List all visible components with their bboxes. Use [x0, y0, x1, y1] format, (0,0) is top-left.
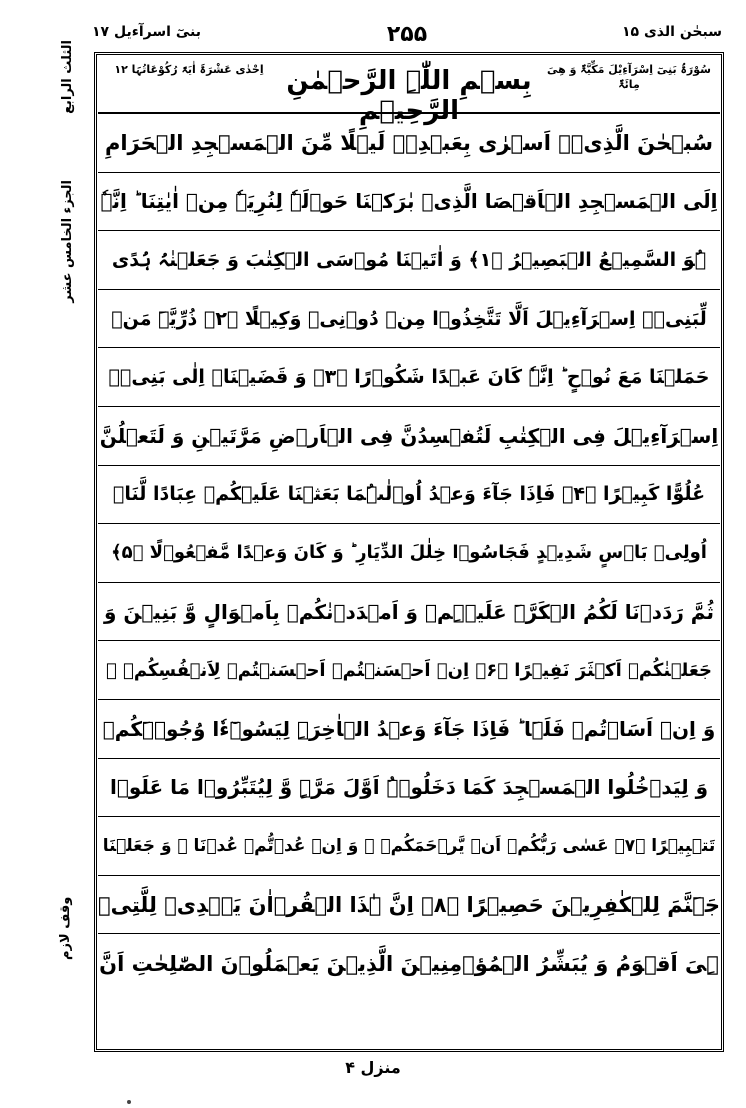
ruku-info: اِحْدٰی عَشْرَۃَ اٰیَۃً رُکُوْعَاتُہَا ۱۲ [114, 63, 264, 76]
verse-line: ہِیَ اَقۡوَمُ وَ یُبَشِّرُ الۡمُؤۡمِنِیۡنَ الَّذِیۡنَ یَعۡمَلُوۡنَ الصّٰلِحٰتِ اَنَّ [99, 951, 719, 976]
margin-note-waqf: وقف لازم [58, 896, 73, 960]
verse-line: وَ لِیَدۡخُلُوا الۡمَسۡجِدَ کَمَا دَخَلُوۡہُ اَوَّلَ مَرَّۃٍ وَّ لِیُتَبِّرُوۡا مَا عَلَوۡا [98, 759, 720, 818]
bismillah: بِسۡمِ اللّٰہِ الرَّحۡمٰنِ الرَّحِیۡمِ [286, 66, 532, 126]
page-header [92, 22, 722, 52]
scan-dot [127, 1100, 131, 1104]
margin-note-quarter: الثلث الرابع [60, 40, 75, 114]
verse-line: حَمَلۡنَا مَعَ نُوۡحٍ ؕ اِنَّہٗ کَانَ عَبۡدًا شَکُوۡرًا ﴿۳﴾ وَ قَضَیۡنَاۤ اِلٰی بَنِیۡۤ [98, 348, 720, 407]
verse-line: جَہَنَّمَ لِلۡکٰفِرِیۡنَ حَصِیۡرًا ﴿۸﴾ اِنَّ ہٰذَا الۡقُرۡاٰنَ یَہۡدِیۡ لِلَّتِیۡ [98, 876, 720, 935]
left-margin [56, 40, 96, 600]
surah-title-band [98, 56, 720, 126]
verse-line: لِّبَنِیۡۤ اِسۡرَآءِیۡلَ اَلَّا تَتَّخِذُوۡا مِنۡ دُوۡنِیۡ وَکِیۡلًا ﴿۲﴾ ذُرِّیَّۃَ مَنۡ [98, 290, 720, 349]
verse-line: سُبۡحٰنَ الَّذِیۡۤ اَسۡرٰی بِعَبۡدِہٖ لَیۡلًا مِّنَ الۡمَسۡجِدِ الۡحَرَامِ [98, 114, 720, 173]
margin-note-juz: الجزء الخامس عشر [60, 180, 75, 303]
verse-line: جَعَلۡنٰکُمۡ اَکۡثَرَ نَفِیۡرًا ﴿۶﴾ اِنۡ اَحۡسَنۡتُمۡ اَحۡسَنۡتُمۡ لِاَنۡفُسِکُمۡ ۟ [98, 641, 720, 700]
surah-name-header: بنیٓ اسرآءیل ۱۷ [92, 24, 201, 40]
juz-name-header: سبحٰن الذی ۱۵ [622, 24, 722, 40]
verse-lines [98, 114, 720, 993]
verse-line: عُلُوًّا کَبِیۡرًا ﴿۴﴾ فَاِذَا جَآءَ وَعۡدُ اُوۡلٰىہُمَا بَعَثۡنَا عَلَیۡکُمۡ عِبَادًا لَّنَاۤ [98, 466, 720, 525]
verse-line: اِسۡرَآءِیۡلَ فِی الۡکِتٰبِ لَتُفۡسِدُنَّ فِی الۡاَرۡضِ مَرَّتَیۡنِ وَ لَتَعۡلُنَّ [98, 407, 720, 466]
page-number: ۲۵۵ [386, 22, 428, 47]
verse-line: اُولِیۡ بَاۡسٍ شَدِیۡدٍ فَجَاسُوۡا خِلٰلَ الدِّیَارِ ؕ وَ کَانَ وَعۡدًا مَّفۡعُوۡلًا ﴿۵﴾ [98, 524, 720, 583]
surah-info: سُوْرَۃُ بَنِیٓ اِسْرَآءِیْلَ مَکِّیَّۃٌ وَ هِیَ مِائَۃٌ [547, 63, 711, 91]
verse-line: ثُمَّ رَدَدۡنَا لَکُمُ الۡکَرَّۃَ عَلَیۡہِمۡ وَ اَمۡدَدۡنٰکُمۡ بِاَمۡوَالٍ وَّ بَنِیۡنَ وَ [98, 583, 720, 642]
verse-line: تَتۡبِیۡرًا ﴿۷﴾ عَسٰی رَبُّکُمۡ اَنۡ یَّرۡحَمَکُمۡ ۚ وَ اِنۡ عُدۡتُّمۡ عُدۡنَا ۘ وَ جَعَلۡنَا [98, 817, 720, 876]
manzil-footer: منزل ۴ [345, 1058, 401, 1077]
verse-line: وَ اِنۡ اَسَاۡتُمۡ فَلَہَا ؕ فَاِذَا جَآءَ وَعۡدُ الۡاٰخِرَۃِ لِیَسُوۡٓءٗا وُجُوۡہَکُمۡ [98, 700, 720, 759]
verse-line: اِلَی الۡمَسۡجِدِ الۡاَقۡصَا الَّذِیۡ بٰرَکۡنَا حَوۡلَہٗ لِنُرِیَہٗ مِنۡ اٰیٰتِنَا ؕ اِنَّہٗ [98, 173, 720, 232]
verse-line: ہُوَ السَّمِیۡعُ الۡبَصِیۡرُ ﴿۱﴾ وَ اٰتَیۡنَا مُوۡسَی الۡکِتٰبَ وَ جَعَلۡنٰہُ ہُدًی [98, 231, 720, 290]
